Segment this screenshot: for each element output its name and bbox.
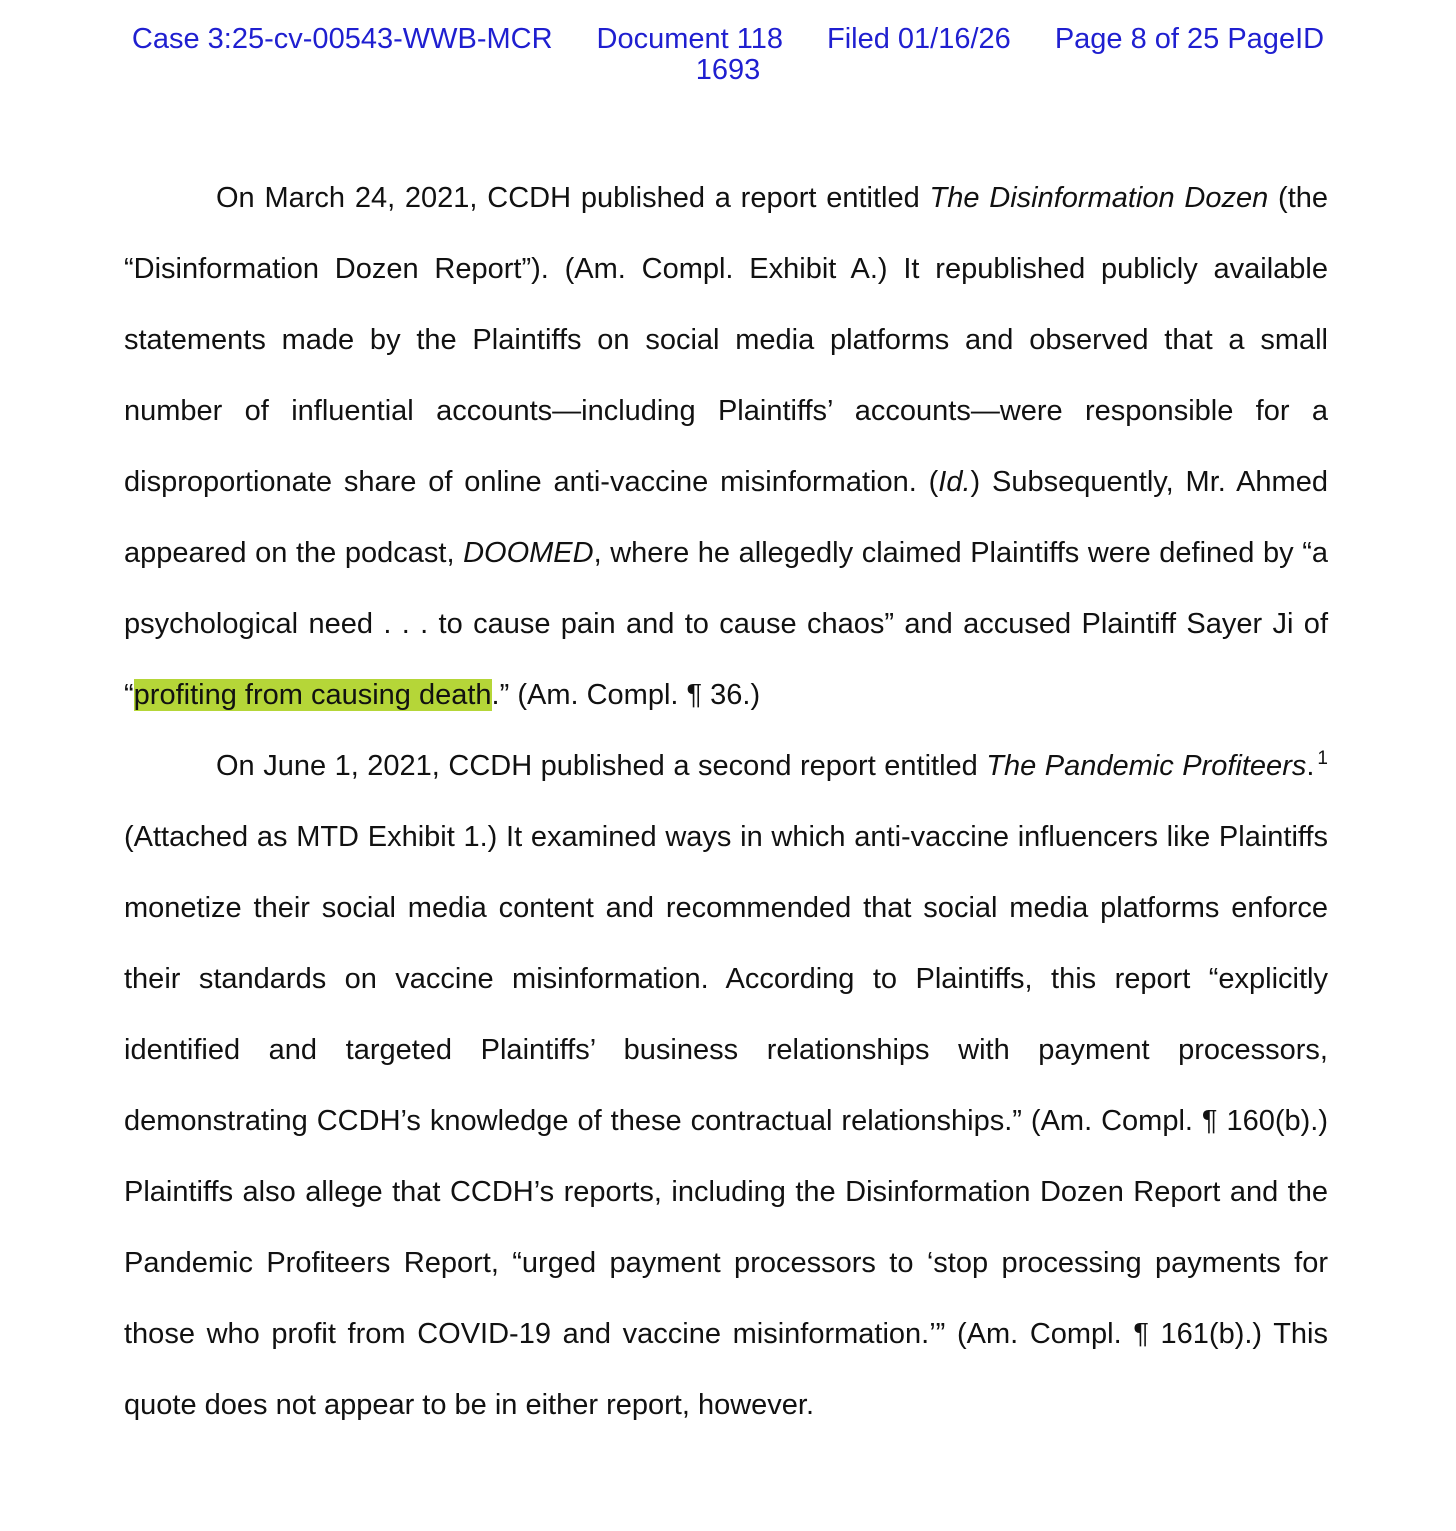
paragraph-2-text: On June 1, 2021, CCDH published a second report entitled [216,750,987,782]
filed-date: Filed 01/16/26 [827,23,1011,55]
id-citation: Id. [938,466,971,498]
report-title-disinformation-dozen: The Disinformation Dozen [929,182,1269,214]
paragraph-1-text: (the “Disinformation Dozen Report”). (Am. Compl. Exhibit A.) It republished publicly available statements made by the Plaintiffs on social media platforms and observed that a small number of influential accounts—including Plaintiffs’ accounts—were responsible for a disproportionate share of online anti-vaccine misinformation. ( [124,182,1329,498]
paragraph-2-text: (Attached as MTD Exhibit 1.) It examined ways in which anti-vaccine influencers like Plaintiffs monetize their social media content and recommended that social media platforms enforce their standards on vaccine misinformation. According to Plaintiffs, this report “explicitly identified and targeted Plaintiffs’ business relationships with payment processors, demonstrating CCDH’s knowledge of these contractual relationships.” (Am. Compl. ¶ 160(b).) Plaintiffs also allege that CCDH’s reports, including the Disinformation Dozen Report and the Pandemic Profiteers Report, “urged payment processors to ‘stop processing payments for those who profit from COVID-19 and vaccine misinformation.’” (Am. Compl. ¶ 161(b).) This quote does not appear to be in either report, however. [124,821,1328,1421]
case-number: Case 3:25-cv-00543-WWB-MCR [131,23,553,55]
document-body [124,163,1328,1441]
paragraph-2-text: . [1306,750,1315,782]
case-header [0,24,1456,86]
highlighted-quote: profiting from causing death [133,679,492,711]
paragraph-1-text: On March 24, 2021, CCDH published a report entitled [216,182,930,214]
paragraph-1-text: .” (Am. Compl. ¶ 36.) [491,679,761,711]
footnote-marker[interactable]: 1 [1317,748,1328,770]
paragraph-1 [124,163,1328,731]
case-header-row [0,24,1456,55]
report-title-pandemic-profiteers: The Pandemic Profiteers [986,750,1307,782]
page-id: 1693 [695,54,761,86]
paragraph-2 [124,731,1328,1441]
paragraph-1-text: , where he allegedly claimed Plaintiffs were defined by “a psychological need . . . to cause pain and to cause chaos” and accused Plaintiff Sayer Ji of “ [124,537,1329,711]
paragraph-1-text: ) Subsequently, Mr. Ahmed appeared on the podcast, [124,466,1328,569]
page-info: Page 8 of 25 PageID [1054,23,1325,55]
podcast-name: DOOMED [463,537,594,569]
document-number: Document 118 [596,23,783,55]
